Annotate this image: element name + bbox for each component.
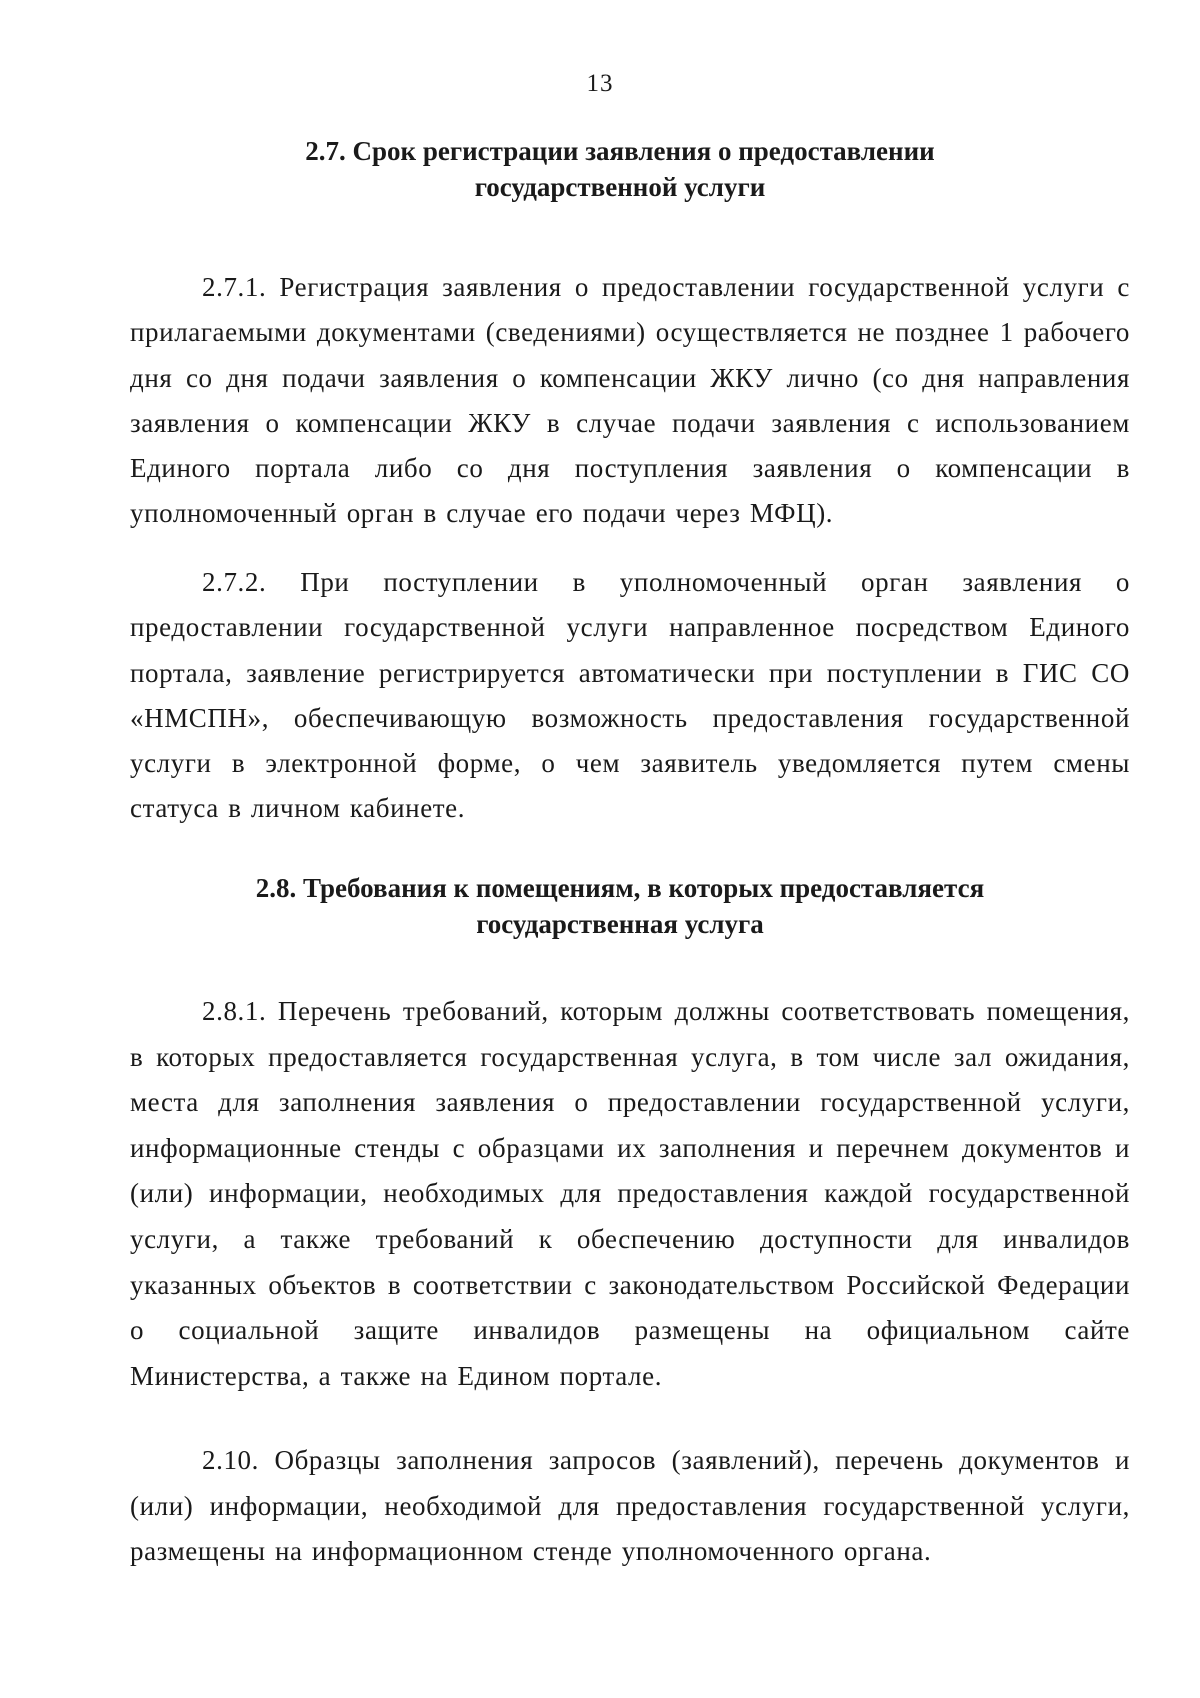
paragraph-2-8-1: 2.8.1. Перечень требований, которым должны соответствовать помещения, в которых предоставляется государственная услуга, в том числе зал ожидания, места для заполнения заявления о предоставлении государственной услуги, информационные стенды с образцами их заполнения и перечнем документов и (или) информации, необходимых для предоставления каждой государственной услуги, а также требований к обеспечению доступности для инвалидов указанных объектов в соответствии с законодательством Российской Федерации о социальной защите инвалидов размещены на официальном сайте Министерства, а также на Едином портале. bbox=[130, 996, 1130, 1391]
page-number: 13 bbox=[586, 70, 614, 97]
section-2-7-heading-line1: 2.7. Срок регистрации заявления о предоставлении bbox=[305, 136, 935, 166]
section-2-8-heading-line2: государственная услуга bbox=[476, 909, 764, 939]
paragraph-2-7-1: 2.7.1. Регистрация заявления о предоставлении государственной услуги с прилагаемыми документами (сведениями) осуществляется не позднее 1 рабочего дня со дня подачи заявления о компенсации ЖКУ лично (со дня направления заявления о компенсации ЖКУ в случае подачи заявления с использованием Единого портала либо со дня поступления заявления о компенсации в уполномоченный орган в случае его подачи через МФЦ). bbox=[130, 272, 1130, 529]
paragraph-2-10: 2.10. Образцы заполнения запросов (заявлений), перечень документов и (или) информации, необходимой для предоставления государственной услуги, размещены на информационном стенде уполномоченного органа. bbox=[130, 1445, 1130, 1567]
section-2-8-heading-line1: 2.8. Требования к помещениям, в которых предоставляется bbox=[255, 873, 985, 903]
section-2-7-heading-line2: государственной услуги bbox=[474, 172, 766, 202]
section-2-8-heading bbox=[200, 870, 1040, 942]
section-2-7-heading bbox=[200, 133, 1040, 205]
paragraph-2-7-2: 2.7.2. При поступлении в уполномоченный орган заявления о предоставлении государственной услуги направленное посредством Единого портала, заявление регистрируется автоматически при поступлении в ГИС СО «НМСПН», обеспечивающую возможность предоставления государственной услуги в электронной форме, о чем заявитель уведомляется путем смены статуса в личном кабинете. bbox=[130, 567, 1130, 824]
